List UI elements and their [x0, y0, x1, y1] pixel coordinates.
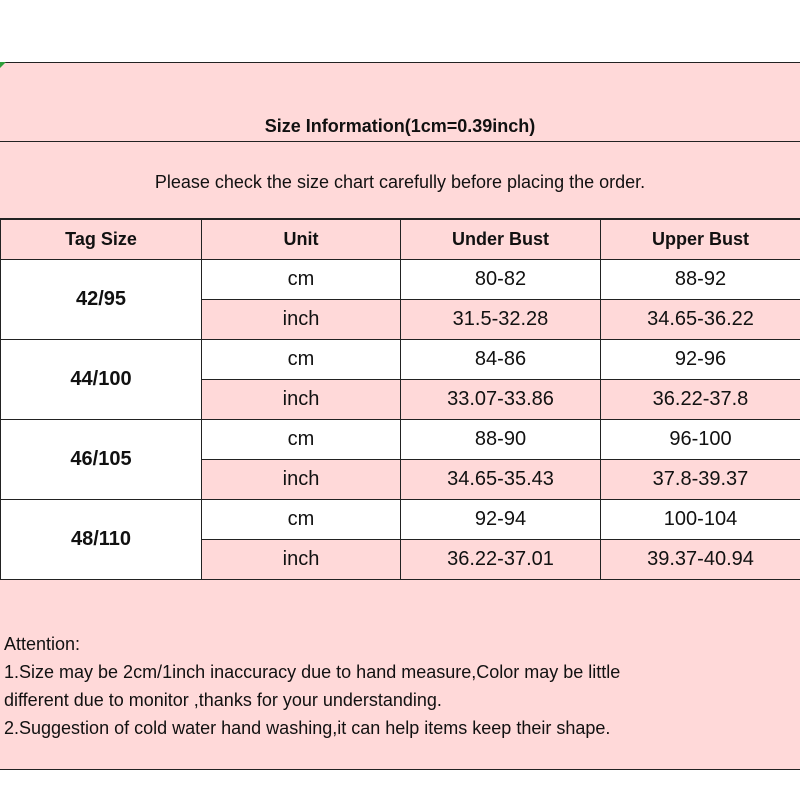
unit-cell: cm: [202, 500, 401, 540]
unit-cell: inch: [202, 380, 401, 420]
upper-bust-cell: 100-104: [601, 500, 800, 540]
under-bust-cell: 92-94: [401, 500, 601, 540]
upper-bust-cell: 92-96: [601, 340, 800, 380]
upper-bust-cell: 39.37-40.94: [601, 540, 800, 580]
table-row: [1, 500, 800, 540]
table-row: [1, 420, 800, 460]
unit-cell: inch: [202, 300, 401, 340]
attention-line: 1.Size may be 2cm/1inch inaccuracy due to hand measure,Color may be little: [4, 662, 621, 682]
size-table: [0, 219, 800, 580]
under-bust-cell: 31.5-32.28: [401, 300, 601, 340]
under-bust-cell: 36.22-37.01: [401, 540, 601, 580]
unit-cell: inch: [202, 460, 401, 500]
header-tag-size: Tag Size: [1, 220, 202, 260]
under-bust-cell: 33.07-33.86: [401, 380, 601, 420]
under-bust-cell: 88-90: [401, 420, 601, 460]
title-row: [0, 63, 800, 142]
upper-bust-cell: 36.22-37.8: [601, 380, 800, 420]
upper-bust-cell: 96-100: [601, 420, 800, 460]
attention-heading: Attention:: [4, 634, 81, 654]
notice-row: [0, 142, 800, 219]
tag-size-cell: 48/110: [1, 500, 202, 580]
under-bust-cell: 34.65-35.43: [401, 460, 601, 500]
header-under-bust: Under Bust: [401, 220, 601, 260]
table-row: [1, 260, 800, 300]
tag-size-cell: 44/100: [1, 340, 202, 420]
table-row: [1, 340, 800, 380]
tag-size-cell: 46/105: [1, 420, 202, 500]
under-bust-cell: 80-82: [401, 260, 601, 300]
header-upper-bust: Upper Bust: [601, 220, 800, 260]
unit-cell: cm: [202, 420, 401, 460]
header-unit: Unit: [202, 220, 401, 260]
unit-cell: cm: [202, 340, 401, 380]
upper-bust-cell: 34.65-36.22: [601, 300, 800, 340]
attention-notes: [4, 630, 796, 742]
size-info-title: Size Information(1cm=0.39inch): [264, 116, 536, 136]
tag-size-cell: 42/95: [1, 260, 202, 340]
size-chart-sheet: [0, 62, 800, 770]
notice-text: Please check the size chart carefully before placing the order.: [154, 172, 646, 192]
attention-line: 2.Suggestion of cold water hand washing,it can help items keep their shape.: [4, 718, 611, 738]
table-header-row: [1, 220, 800, 260]
upper-bust-cell: 37.8-39.37: [601, 460, 800, 500]
corner-marker: [0, 62, 6, 68]
unit-cell: inch: [202, 540, 401, 580]
attention-line: different due to monitor ,thanks for your understanding.: [4, 690, 442, 710]
upper-bust-cell: 88-92: [601, 260, 800, 300]
under-bust-cell: 84-86: [401, 340, 601, 380]
unit-cell: cm: [202, 260, 401, 300]
